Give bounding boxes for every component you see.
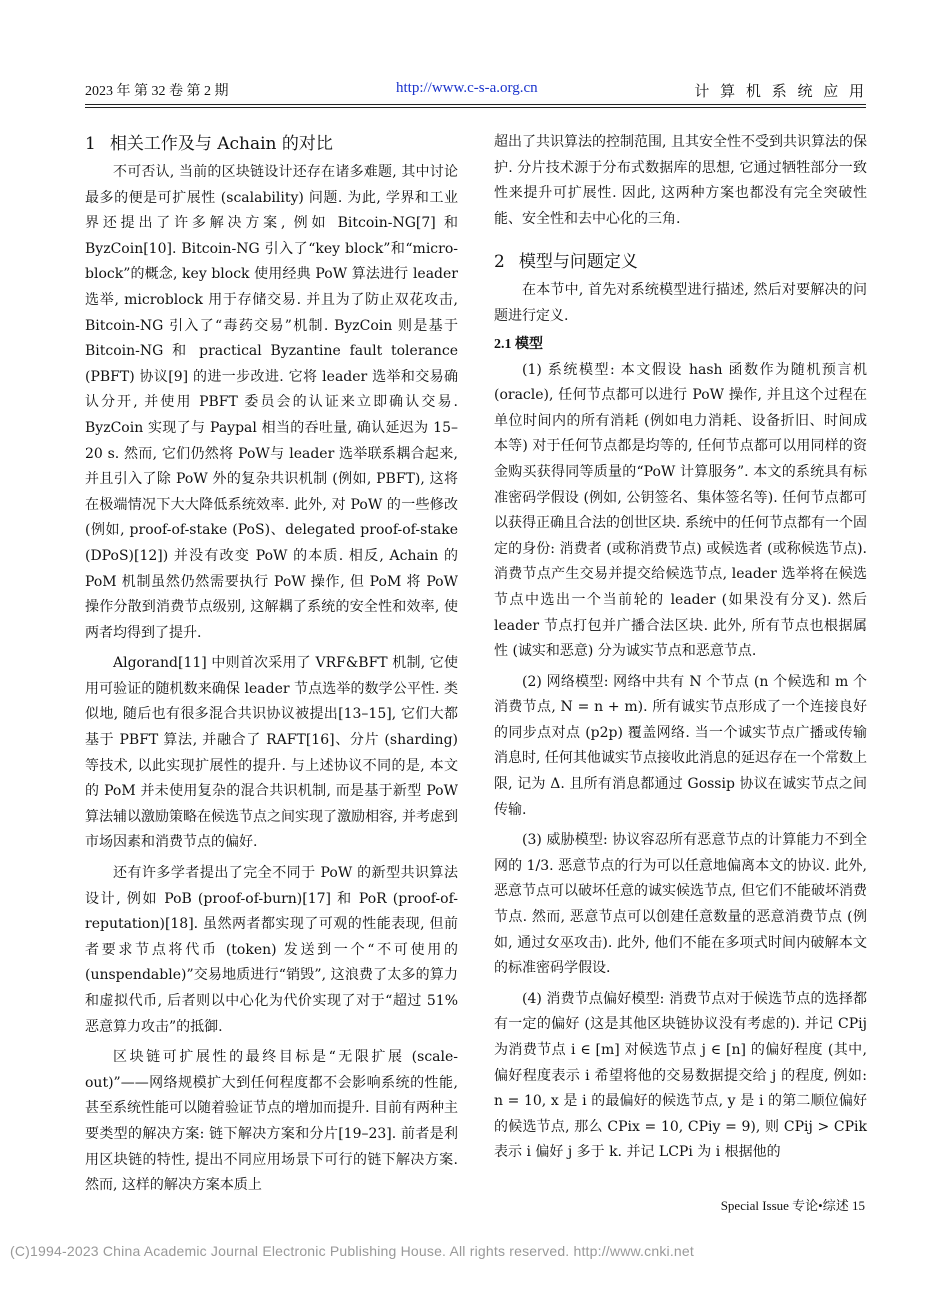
paragraph: 不可否认, 当前的区块链设计还存在诸多难题, 其中讨论最多的便是可扩展性 (scalability) 问题. 为此, 学界和工业界还提出了许多解决方案, 例如 Bitcoin-NG[7] 和 ByzCoin[10]. Bitcoin-NG 引入了“key block”和“micro-block”的概念, key block 使用经典 PoW 算法进行 leader 选举, microblock 用于存储交易. 并且为了防止双花攻击, Bitcoin-NG 引入了“毒药交易”机制. ByzCoin 则是基于 Bitcoin-NG 和 practical Byzantine fault tolerance (PBFT) 协议[9] 的进一步改进. 它将 leader 选举和交易确认分开, 并使用 PBFT 委员会的认证来立即确认交易. ByzCoin 实现了与 Paypal 相当的吞吐量, 确认延迟为 15–20 s. 然而, 它们仍然将 PoW与 leader 选举联系耦合起来, 并且引入了除 PoW 外的复杂共识机制 (例如, PBFT), 这将在极端情况下大大降低系统效率. 此外, 对 PoW 的一些修改 (例如, proof-of-stake (PoS)、delegated proof-of-stake (DPoS)[12]) 并没有改变 PoW 的本质. 相反, Achain 的 PoM 机制虽然仍然需要执行 PoW 操作, 但 PoM 将 PoW 操作分散到消费节点级别, 这解耦了系统的安全性和效率, 使两者均得到了提升. [85, 164, 458, 641]
copyright-notice: (C)1994-2023 China Academic Journal Electronic Publishing House. All rights reserved. http://www.cnki.net [10, 1243, 694, 1259]
section-title: 模型与问题定义 [518, 252, 638, 273]
section-number: 1 [85, 134, 96, 154]
paragraph: 还有许多学者提出了完全不同于 PoW 的新型共识算法设计, 例如 PoB (proof-of-burn)[17] 和 PoR (proof-of-reputation)[18]. 虽然两者都实现了可观的性能表现, 但前者要求节点将代币 (token) 发送到一个“不可使用的 (unspendable)”交易地质进行“销毁”, 这浪费了太多的算力和虚拟代币, 后者则以中心化为代价实现了对于“超过 51% 恶意算力攻击”的抵御. [85, 865, 458, 1035]
section-1-heading [85, 130, 458, 158]
paragraph: (2) 网络模型: 网络中共有 N 个节点 (n 个候选和 m 个消费节点, N = n + m). 所有诚实节点形成了一个连接良好的同步点对点 (p2p) 覆盖网络. 当一个诚实节点广播或传输消息时, 任何其他诚实节点接收此消息的延迟存在一个常数上限, 记为 Δ. 且所有消息都通过 Gossip 协议在诚实节点之间传输. [494, 673, 867, 818]
section-number: 2 [494, 252, 505, 273]
paragraph: (1) 系统模型: 本文假设 hash 函数作为随机预言机 (oracle), 任何节点都可以进行 PoW 操作, 并且这个过程在单位时间内的所有消耗 (例如电力消耗、设备折旧、时间成本等) 对于任何节点都是均等的, 任何节点都可以用同样的资金购买获得同等质量的“PoW 计算服务”. 本文的系统具有标准密码学假设 (例如, 公钥签名、集体签名等). 任何节点都可以获得正确且合法的创世区块. 系统中的任何节点都有一个固定的身份: 消费者 (或称消费节点) 或候选者 (或称候选节点). 消费节点产生交易并提交给候选节点, leader 选举将在候选节点中选出一个当前轮的 leader (如果没有分叉). 然后 leader 节点打包并广播合法区块. 此外, 所有节点也根据属性 (诚实和恶意) 分为诚实节点和恶意节点. [494, 361, 867, 660]
paragraph: 在本节中, 首先对系统模型进行描述, 然后对要解决的问题进行定义. [494, 282, 867, 324]
header-rule [85, 104, 866, 105]
paragraph: (4) 消费节点偏好模型: 消费节点对于候选节点的选择都有一定的偏好 (这是其他区块链协议没有考虑的). 并记 CPij 为消费节点 i ∈ [m] 对候选节点 j ∈ [n] 的偏好程度 (其中, 偏好程度表示 i 希望将他的交易数据提交给 j 的程度, 例如: n = 10, x 是 i 的最偏好的候选节点, y 是 i 的第二顺位偏好的候选节点, 那么 CPix = 10, CPiy = 9), 则 CPij > CPik 表示 i 偏好 j 多于 k. 并记 LCPi 为 i 根据他的 [494, 990, 867, 1161]
section-2-heading [494, 248, 867, 276]
left-column [85, 130, 458, 1199]
header-rule-secondary [85, 107, 866, 108]
section-title: 相关工作及与 Achain 的对比 [109, 134, 333, 154]
spacer [494, 232, 867, 248]
page-number: Special Issue 专论•综述 15 [720, 1198, 865, 1213]
journal-issue: 2023 年 第 32 卷 第 2 期 [85, 84, 229, 99]
subsection-heading: 2.1 模型 [494, 336, 543, 352]
right-column [494, 130, 867, 1166]
paragraph: 区块链可扩展性的最终目标是“无限扩展 (scale-out)”——网络规模扩大到任何程度都不会影响系统的性能, 甚至系统性能可以随着验证节点的增加而提升. 目前有两种主要类型的解决方案: 链下解决方案和分片[19–23]. 前者是利用区块链的特性, 提出不同应用场景下可行的链下解决方案. 然而, 这样的解决方案本质上 [85, 1049, 458, 1194]
paragraph: Algorand[11] 中则首次采用了 VRF&BFT 机制, 它使用可验证的随机数来确保 leader 节点选举的数学公平性. 类似地, 随后也有很多混合共识协议被提出[13–15], 它们大都基于 PBFT 算法, 并融合了 RAFT[16]、分片 (sharding) 等技术, 以此实现扩展性的提升. 与上述协议不同的是, 本文的 PoM 并未使用复杂的混合共识机制, 而是基于新型 PoW 算法辅以激励策略在候选节点之间实现了激励相容, 并考虑到市场因素和消费节点的偏好. [85, 655, 458, 851]
paragraph: (3) 威胁模型: 协议容忍所有恶意节点的计算能力不到全网的 1/3. 恶意节点的行为可以任意地偏离本文的协议. 此外, 恶意节点可以破坏任意的诚实候选节点, 但它们不能破坏消费节点. 然而, 恶意节点可以创建任意数量的恶意消费节点 (例如, 通过女巫攻击). 此外, 他们不能在多项式时间内破解本文的标准密码学假设. [494, 832, 867, 977]
journal-name: 计 算 机 系 统 应 用 [694, 82, 867, 100]
paragraph-continued: 超出了共识算法的控制范围, 且其安全性不受到共识算法的保护. 分片技术源于分布式数据库的思想, 它通过牺牲部分一致性来提升可扩展性. 因此, 这两种方案也都没有完全突破性能、安全性和去中心化的三角. [494, 134, 867, 227]
journal-url-link[interactable]: http://www.c-s-a.org.cn [396, 80, 538, 96]
